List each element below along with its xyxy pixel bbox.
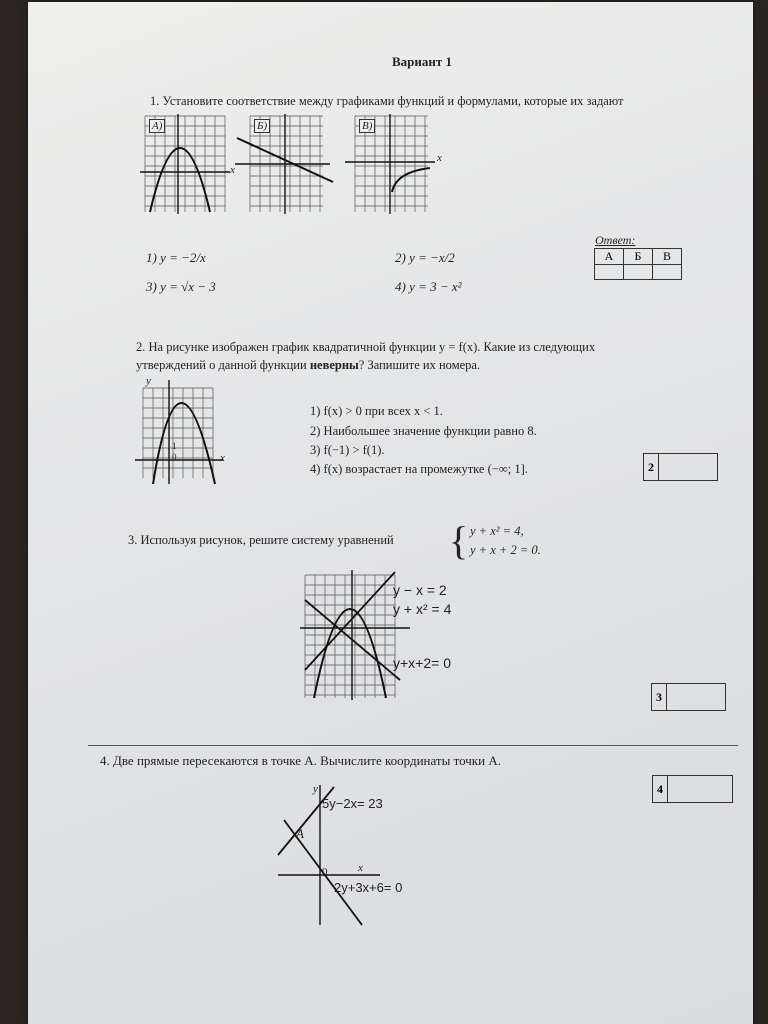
task3-box-number: 3 bbox=[652, 684, 667, 710]
task2-origin-label: 0 bbox=[172, 452, 177, 462]
task4-label-line1: 5y−2x= 23 bbox=[322, 796, 383, 811]
task1-text: 1. Установите соответствие между графиками функций и формулами, которые их задают bbox=[150, 94, 624, 108]
task2-line2-bold: неверны bbox=[309, 358, 359, 372]
task3-eq2: y + x + 2 = 0. bbox=[470, 543, 541, 557]
task2-line2-prefix: утверждений о данной функции bbox=[136, 358, 310, 372]
answer-header-a: А bbox=[595, 249, 624, 265]
task2-graph bbox=[135, 378, 225, 484]
formula-3: 3) y = √x − 3 bbox=[146, 279, 216, 294]
task2-line2 bbox=[136, 358, 480, 373]
answer-table bbox=[594, 248, 682, 280]
task4-origin: 0 bbox=[322, 866, 328, 878]
graph-a-label: А) bbox=[149, 119, 165, 133]
task3-eq1: y + x² = 4, bbox=[470, 524, 524, 538]
task2-y-label: y bbox=[146, 375, 151, 387]
task3-answer-box[interactable] bbox=[651, 683, 726, 711]
task2-statement-1: 1) f(x) > 0 при всех x < 1. bbox=[310, 404, 443, 418]
task2-tick-label: 1 bbox=[172, 441, 177, 451]
graph-b-label: Б) bbox=[254, 119, 270, 133]
graph-c-x-label: x bbox=[437, 152, 442, 164]
task2-statement-3: 3) f(−1) > f(1). bbox=[310, 443, 385, 457]
task4-label-line2: 2y+3x+6= 0 bbox=[334, 880, 403, 895]
graph-c-label: В) bbox=[359, 119, 375, 133]
task3-label-line2: y+x+2= 0 bbox=[393, 655, 451, 671]
task4-box-number: 4 bbox=[653, 776, 668, 802]
answer-label: Ответ: bbox=[595, 233, 636, 247]
task2-line1: 2. На рисунке изображен график квадратичной функции y = f(x). Какие из следующих bbox=[136, 340, 596, 354]
answer-cell-c[interactable] bbox=[653, 265, 682, 280]
task2-statement-4: 4) f(x) возрастает на промежутке (−∞; 1]. bbox=[310, 462, 528, 476]
answer-cell-b[interactable] bbox=[624, 265, 653, 280]
task2-answer-box[interactable] bbox=[643, 453, 718, 481]
task2-box-number: 2 bbox=[644, 454, 659, 480]
task3-answer-field[interactable] bbox=[667, 684, 725, 710]
task2-line2-suffix: ? Запишите их номера. bbox=[358, 358, 481, 372]
task3-brace: { bbox=[449, 518, 469, 563]
task4-y-label: y bbox=[313, 783, 318, 795]
task2-answer-field[interactable] bbox=[659, 454, 717, 480]
formula-2: 2) y = −x/2 bbox=[395, 250, 455, 265]
task4-answer-field[interactable] bbox=[668, 776, 732, 802]
task3-text: 3. Используя рисунок, решите систему уравнений bbox=[128, 533, 394, 547]
task4-x-label: x bbox=[358, 862, 363, 874]
answer-header-b: Б bbox=[624, 249, 653, 265]
formula-1: 1) y = −2/x bbox=[146, 250, 206, 265]
answer-cell-a[interactable] bbox=[595, 265, 624, 280]
task4-answer-box[interactable] bbox=[652, 775, 733, 803]
task2-x-label: x bbox=[220, 452, 225, 464]
answer-header-c: В bbox=[653, 249, 682, 265]
task4-text: 4. Две прямые пересекаются в точке A. Вычислите координаты точки A. bbox=[100, 753, 501, 768]
page-title: Вариант 1 bbox=[392, 54, 453, 69]
task2-statement-2: 2) Наибольшее значение функции равно 8. bbox=[310, 424, 537, 438]
section-divider bbox=[88, 745, 738, 746]
task3-label-parabola: y + x² = 4 bbox=[393, 601, 452, 617]
task3-label-line1: y − x = 2 bbox=[393, 582, 447, 598]
task4-point-a: A bbox=[296, 826, 304, 841]
formula-4: 4) y = 3 − x² bbox=[395, 279, 462, 294]
graph-a-x-label: x bbox=[230, 164, 235, 176]
